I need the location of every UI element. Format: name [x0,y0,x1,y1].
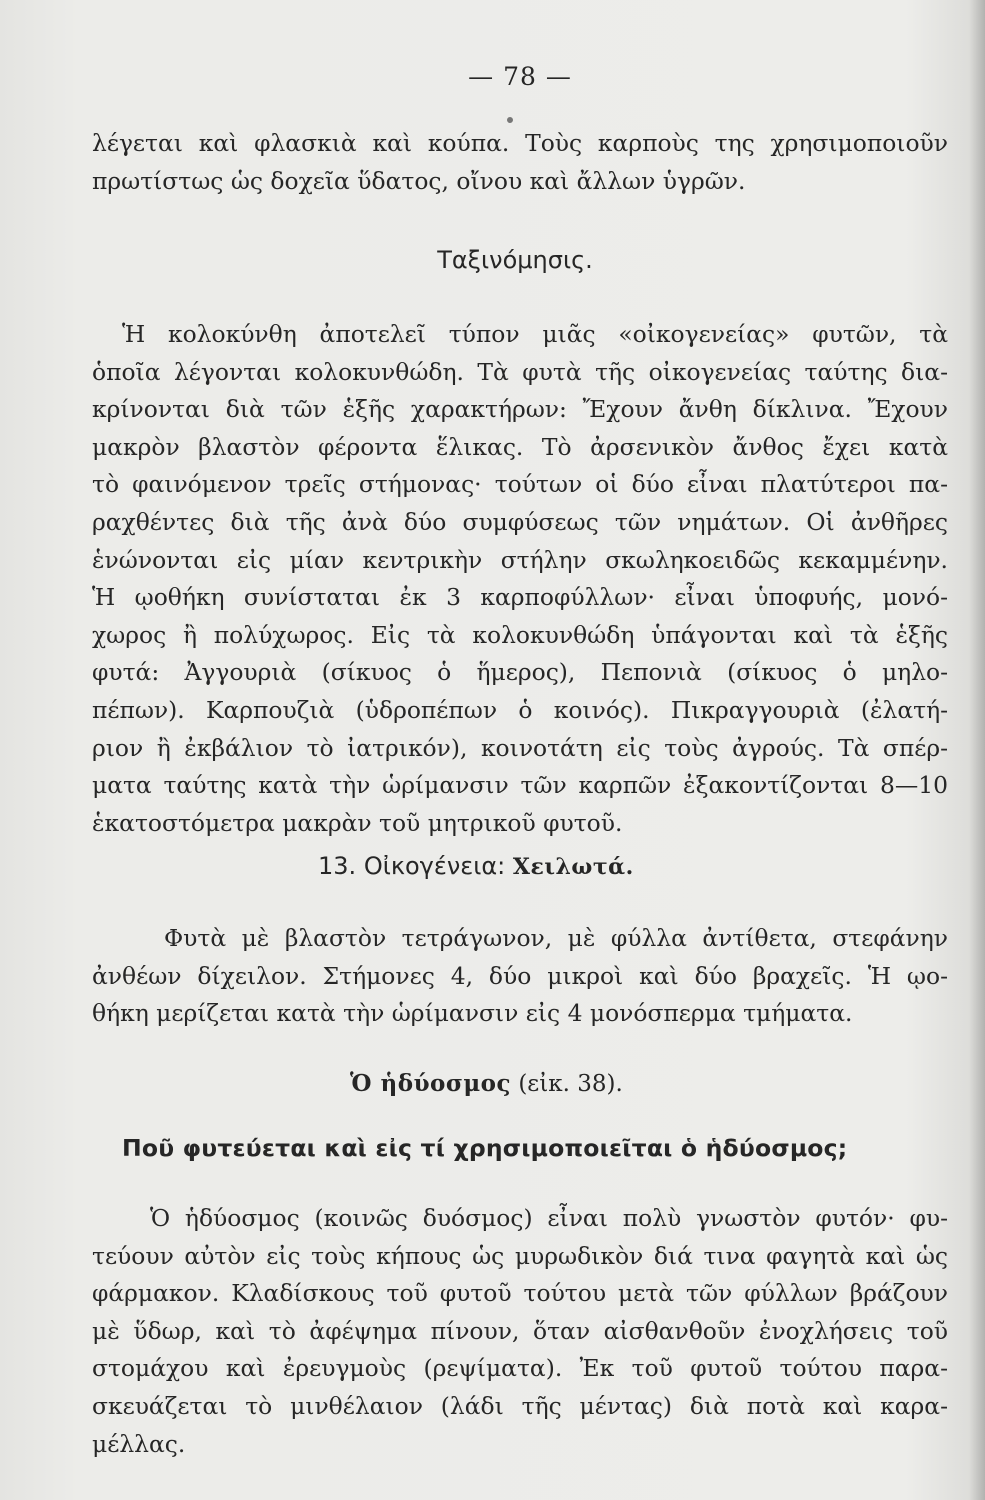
text-line: ἑκατοστόμετρα μακρὰν τοῦ μητρικοῦ φυτοῦ. [92,808,623,837]
text-line: πέπων). Καρπουζιὰ (ὑδροπέπων ὁ κοινός). Πικραγγουριὰ (ἐλατή- [92,695,948,724]
text-line: ραχθέντες διὰ τῆς ἀνὰ δύο συμφύσεως τῶν νημάτων. Οἱ ἀνθῆρες [92,507,948,536]
text-line: μακρὸν βλαστὸν φέροντα ἕλικας. Τὸ ἀρσενικὸν ἄνθος ἔχει κατὰ [92,432,948,461]
text-line: μέλλας. [92,1429,186,1458]
text-line: λέγεται καὶ φλασκιὰ καὶ κούπα. Τοὺς καρποὺς της χρησιμοποιοῦν [92,129,948,157]
text-line: ὁποῖα λέγονται κολοκυνθώδη. Τὰ φυτὰ τῆς οἰκογενείας ταύτης δια- [92,357,948,386]
family-number: 13. [318,852,357,880]
text-line: σκευάζεται τὸ μινθέλαιον (λάδι τῆς μέντας) διὰ ποτὰ καὶ καρα- [92,1391,948,1420]
family-description [92,920,948,1033]
text-line: ἑνώνονται εἰς μίαν κεντρικὴν στήλην σκωληκοειδῶς κεκαμμένην. [92,545,948,574]
species-name: Ὁ ἡδύοσμος [350,1070,512,1097]
text-line: Φυτὰ μὲ βλαστὸν τετράγωνον, μὲ φύλλα ἀντίθετα, στεφάνην [164,924,948,952]
text-line: θήκη μερίζεται κατὰ τὴν ὡρίμανσιν εἰς 4 μονόσπερμα τμήματα. [92,999,853,1028]
intro-paragraph [92,125,948,200]
text-line: Ἡ ῳοθήκη συνίσταται ἐκ 3 καρποφύλλων· εἶναι ὑποφυής, μονό- [92,583,948,612]
family-heading [318,852,634,880]
text-line: τεύουν αὐτὸν εἰς τοὺς κήπους ὡς μυρωδικὸν διά τινα φαγητὰ καὶ ὡς [92,1241,948,1270]
figure-reference: (εἰκ. 38). [518,1071,623,1097]
section-question: Ποῦ φυτεύεται καὶ εἰς τί χρησιμοποιεῖται ὁ ἡδύοσμος; [122,1134,848,1162]
classification-heading: Ταξινόμησις. [437,246,593,274]
page-number: — 78 — [468,62,572,91]
text-line: φυτά: Ἀγγουριὰ (σίκυος ὁ ἥμερος), Πεπονιὰ (σίκυος ὁ μηλο- [92,658,948,687]
text-line: πρωτίστως ὡς δοχεῖα ὕδατος, οἴνου καὶ ἄλλων ὑγρῶν. [92,166,746,195]
text-line: ματα ταύτης κατὰ τὴν ὡρίμανσιν τῶν καρπῶν ἐξακοντίζονται 8—10 [92,771,948,800]
family-label: Οἰκογένεια: [363,852,506,880]
text-line: στομάχου καὶ ἐρευγμοὺς (ρεψίματα). Ἐκ τοῦ φυτοῦ τούτου παρα- [92,1354,948,1383]
family-name: Χειλωτά. [512,854,634,880]
classification-paragraph [92,316,948,842]
text-line: Ὁ ἡδύοσμος (κοινῶς δυόσμος) εἶναι πολὺ γνωστὸν φυτόν· φυ- [150,1204,948,1232]
text-line: ἀνθέων δίχειλον. Στήμονες 4, δύο μικροὶ καὶ δύο βραχεῖς. Ἡ ῳο- [92,961,948,990]
text-line: ριον ἢ ἐκβάλιον τὸ ἰατρικόν), κοινοτάτη εἰς τοὺς ἀγρούς. Τὰ σπέρ- [92,733,948,762]
text-line: χωρος ἢ πολύχωρος. Εἰς τὰ κολοκυνθώδη ὑπάγονται καὶ τὰ ἑξῆς [92,620,948,649]
text-line: τὸ φαινόμενον τρεῖς στήμονας· τούτων οἱ δύο εἶναι πλατύτεροι πα- [92,470,948,499]
text-line: Ἡ κολοκύνθη ἀποτελεῖ τύπον μιᾶς «οἰκογενείας» φυτῶν, τὰ [122,320,948,348]
text-line: μὲ ὕδωρ, καὶ τὸ ἀφέψημα πίνουν, ὅταν αἰσθανθοῦν ἐνοχλήσεις τοῦ [92,1316,948,1345]
text-line: κρίνονται διὰ τῶν ἑξῆς χαρακτήρων: Ἔχουν ἄνθη δίκλινα. Ἔχουν [92,395,948,424]
text-line: φάρμακον. Κλαδίσκους τοῦ φυτοῦ τούτου μετὰ τῶν φύλλων βράζουν [92,1279,948,1308]
page-edge-shadow [969,0,985,1500]
ink-dot [507,117,513,123]
species-description [92,1200,948,1463]
species-title [350,1070,623,1097]
